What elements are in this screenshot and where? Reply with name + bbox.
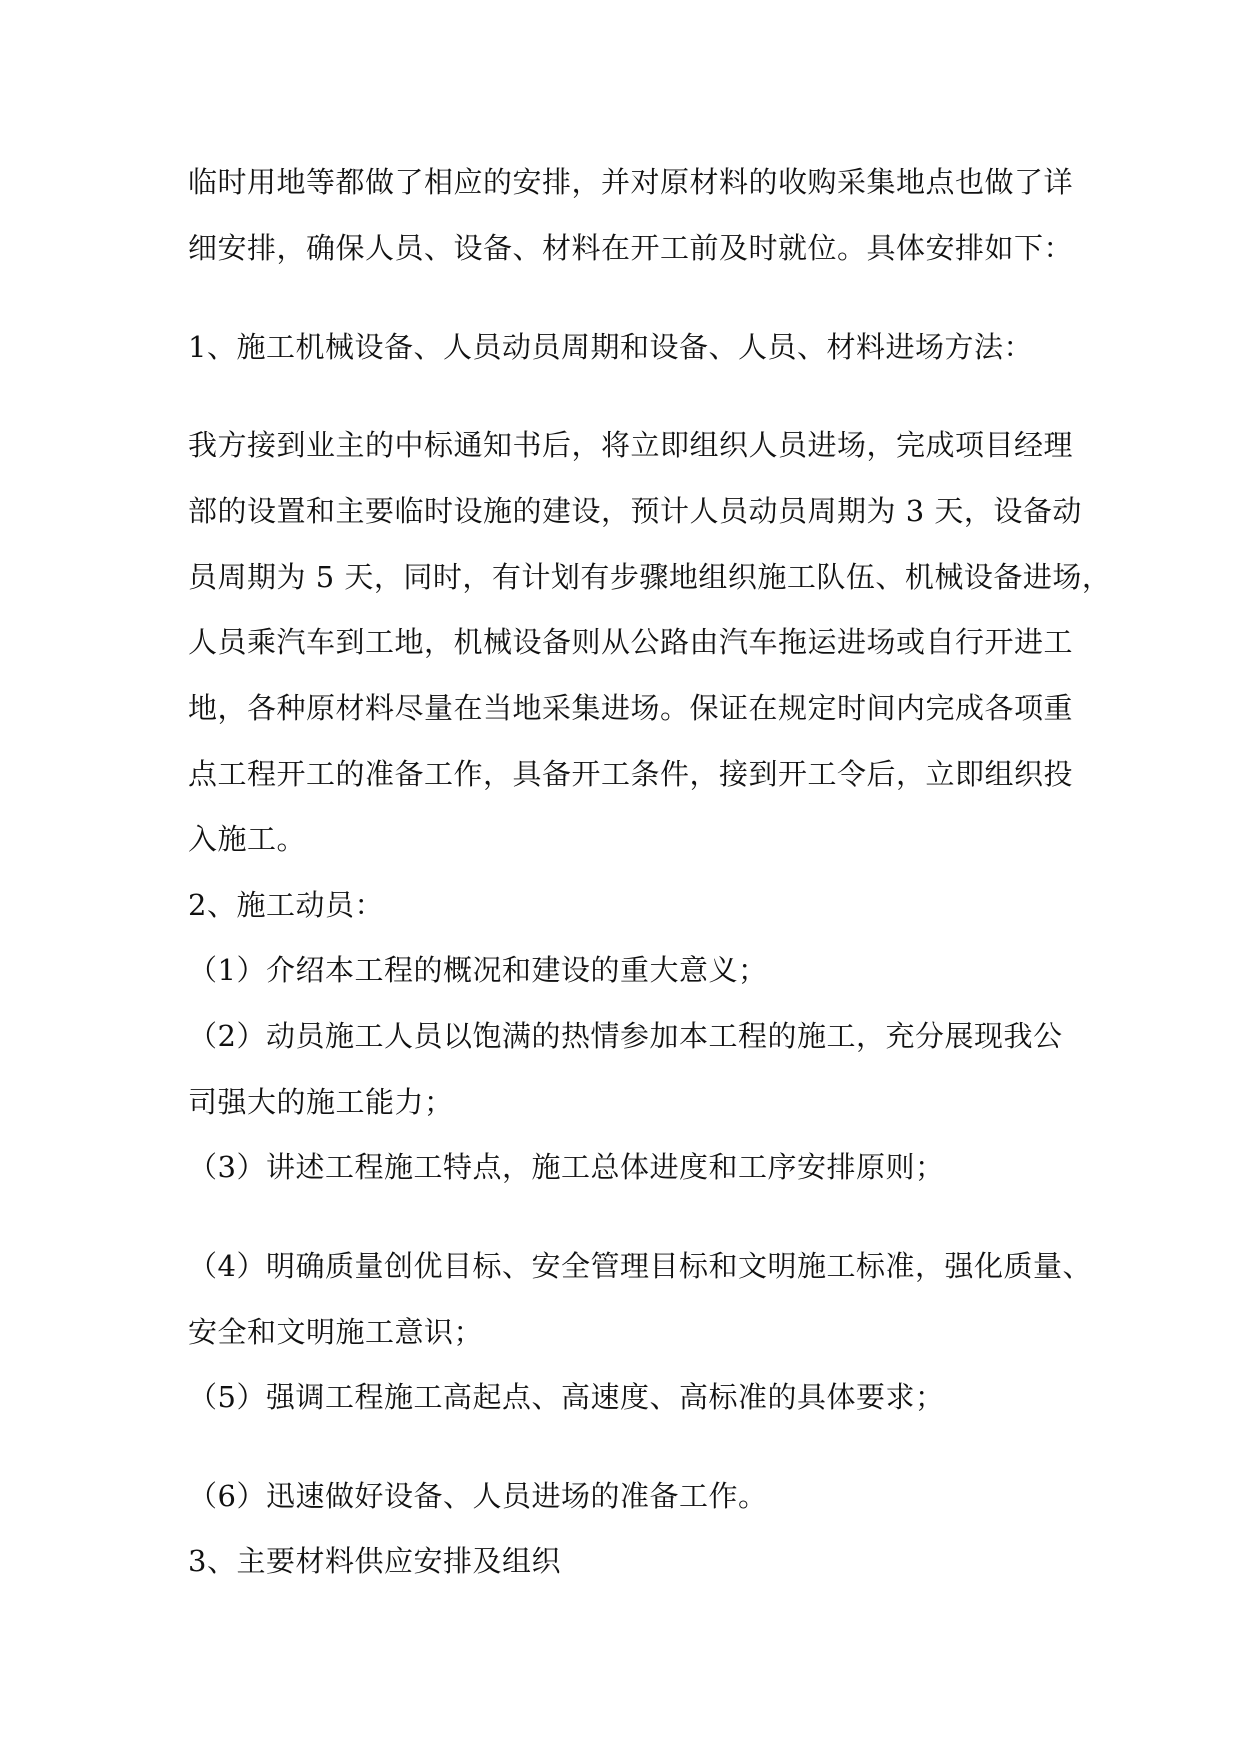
paragraph-line: 细安排，确保人员、设备、材料在开工前及时就位。具体安排如下： xyxy=(188,231,1074,265)
paragraph-line: 员周期为 5 天，同时，有计划有步骤地组织施工队伍、机械设备进场， xyxy=(188,560,1112,594)
paragraph-line: 部的设置和主要临时设施的建设，预计人员动员周期为 3 天，设备动 xyxy=(188,494,1082,528)
paragraph-line: 人员乘汽车到工地，机械设备则从公路由汽车拖运进场或自行开进工 xyxy=(188,625,1074,659)
section-heading: 1、施工机械设备、人员动员周期和设备、人员、材料进场方法： xyxy=(188,330,1033,364)
list-item-continuation: 司强大的施工能力； xyxy=(188,1085,454,1119)
list-item: （2）动员施工人员以饱满的热情参加本工程的施工，充分展现我公 xyxy=(188,1019,1063,1053)
section-heading: 3、主要材料供应安排及组织 xyxy=(188,1544,561,1578)
paragraph-line: 入施工。 xyxy=(188,822,307,856)
list-item-continuation: 安全和文明施工意识； xyxy=(188,1315,484,1349)
list-item: （4）明确质量创优目标、安全管理目标和文明施工标准，强化质量、 xyxy=(188,1249,1092,1283)
paragraph-line: 地，各种原材料尽量在当地采集进场。保证在规定时间内完成各项重 xyxy=(188,691,1074,725)
paragraph-line: 我方接到业主的中标通知书后，将立即组织人员进场，完成项目经理 xyxy=(188,428,1074,462)
list-item: （3）讲述工程施工特点，施工总体进度和工序安排原则； xyxy=(188,1150,945,1184)
list-item: （5）强调工程施工高起点、高速度、高标准的具体要求； xyxy=(188,1380,945,1414)
paragraph-line: 临时用地等都做了相应的安排，并对原材料的收购采集地点也做了详 xyxy=(188,165,1074,199)
section-heading: 2、施工动员： xyxy=(188,888,384,922)
list-item: （1）介绍本工程的概况和建设的重大意义； xyxy=(188,953,768,987)
paragraph-line: 点工程开工的准备工作，具备开工条件，接到开工令后，立即组织投 xyxy=(188,757,1074,791)
list-item: （6）迅速做好设备、人员进场的准备工作。 xyxy=(188,1479,768,1513)
